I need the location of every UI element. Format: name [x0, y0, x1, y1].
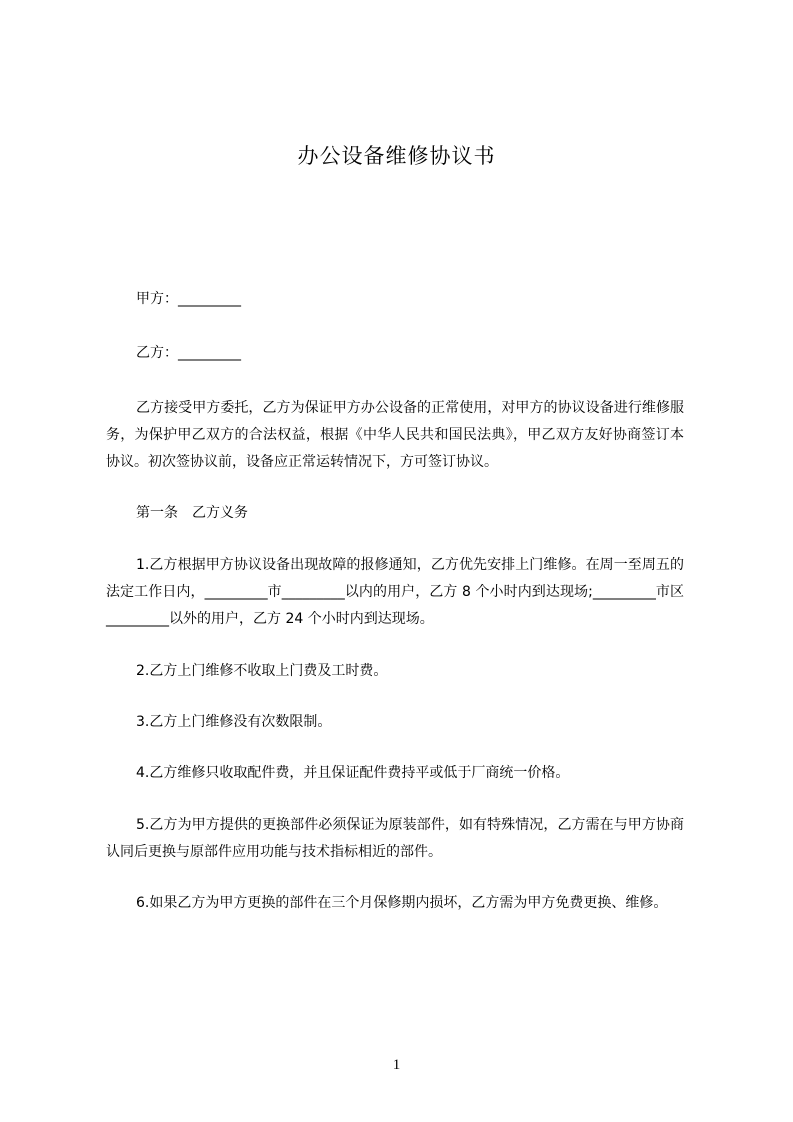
party-a-line: 甲方：_________: [136, 291, 241, 307]
clause-6: 6.如果乙方为甲方更换的部件在三个月保修期内损坏，乙方需为甲方免费更换、维修。: [136, 895, 668, 912]
document-body: [106, 286, 684, 917]
article-1-heading: 第一条 乙方义务: [136, 505, 248, 522]
clause-2: 2.乙方上门维修不收取上门费及工时费。: [136, 662, 388, 679]
clause-1: 1.乙方根据甲方协议设备出现故障的报修通知，乙方优先安排上门维修。在周一至周五的法定工作日内，_________市_________以内的用户，乙方 8 个小时内到达现场;_________市区_________以外的用户，乙方 24 个小时内到达现场。: [106, 556, 684, 628]
document-title: 办公设备维修协议书: [297, 144, 496, 168]
clause-4: 4.乙方维修只收取配件费，并且保证配件费持平或低于厂商统一价格。: [136, 765, 570, 782]
clause-5: 5.乙方为甲方提供的更换部件必须保证为原装部件，如有特殊情况，乙方需在与甲方协商认同后更换与原部件应用功能与技术指标相近的部件。: [106, 816, 684, 860]
page-number: 1: [392, 1057, 401, 1073]
intro-paragraph: 乙方接受甲方委托，乙方为保证甲方办公设备的正常使用，对甲方的协议设备进行维修服务，为保护甲乙双方的合法权益，根据《中华人民共和国民法典》，甲乙双方友好协商签订本协议。初次签协议前，设备应正常运转情况下，方可签订协议。: [106, 399, 684, 471]
clause-3: 3.乙方上门维修没有次数限制。: [136, 713, 332, 730]
party-b-line: 乙方：_________: [136, 345, 241, 362]
